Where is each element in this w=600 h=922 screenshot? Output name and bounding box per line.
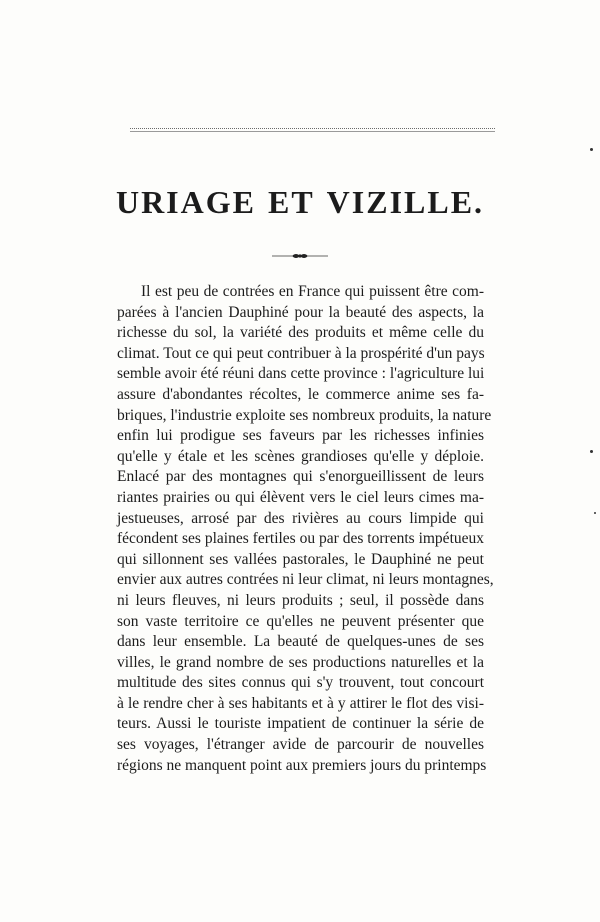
title-word-3: VIZILLE.: [326, 184, 485, 220]
text-line: Enlacé par des montagnes qui s'enorgueillissent de leurs: [117, 468, 484, 486]
text-line: qui sillonnent ses vallées pastorales, le Dauphiné ne peut: [117, 550, 484, 568]
text-line: régions ne manquent point aux premiers jours du printemps: [117, 756, 487, 774]
ornament-divider-icon: [270, 250, 330, 262]
text-line: climat. Tout ce qui peut contribuer à la prospérité d'un pays: [117, 344, 485, 362]
text-line: fécondent ses plaines fertiles ou par des torrents impétueux: [117, 530, 484, 548]
text-line: enfin lui prodigue ses faveurs par les richesses infinies: [117, 427, 484, 445]
page-speck: [590, 450, 593, 453]
text-line: dans leur ensemble. La beauté de quelques-unes de ses: [117, 633, 484, 651]
title-word-2: ET: [267, 184, 315, 220]
page-speck: [590, 148, 593, 151]
text-line: riantes prairies ou qui élèvent vers le ciel leurs cimes ma-: [117, 488, 484, 506]
text-line: son vaste territoire ce qu'elles ne peuvent présenter que: [117, 612, 484, 630]
text-line: jestueuses, arrosé par des rivières au cours limpide qui: [117, 509, 484, 527]
header-rule: [130, 128, 495, 129]
text-line: Il est peu de contrées en France qui puissent être com-: [141, 283, 484, 300]
text-line: briques, l'industrie exploite ses nombreux produits, la nature: [117, 406, 492, 424]
title-word-1: URIAGE: [115, 184, 256, 220]
text-line: ses voyages, l'étranger avide de parcourir de nouvelles: [117, 736, 484, 754]
text-line: ni leurs fleuves, ni leurs produits ; seul, il possède dans: [117, 591, 484, 609]
text-line: à le rendre cher à ses habitants et à y attirer le flot des visi-: [117, 694, 484, 712]
text-line: teurs. Aussi le touriste impatient de continuer la série de: [117, 715, 484, 733]
text-line: villes, le grand nombre de ses productions naturelles et la: [117, 653, 484, 671]
text-line: semble avoir été réuni dans cette province : l'agriculture lui: [117, 365, 485, 383]
chapter-title: [0, 182, 600, 222]
text-line: richesse du sol, la variété des produits et même celle du: [117, 324, 484, 342]
text-line: qu'elle y étale et les scènes grandioses qu'elle y déploie.: [117, 447, 484, 465]
body-paragraph: [117, 282, 494, 776]
text-line: parées à l'ancien Dauphiné pour la beauté des aspects, la: [117, 303, 484, 321]
text-line: assure d'abondantes récoltes, le commerce anime ses fa-: [117, 385, 484, 403]
text-line: multitude des sites connus qui s'y trouvent, tout concourt: [117, 674, 484, 692]
text-line: envier aux autres contrées ni leur climat, ni leurs montagnes,: [117, 571, 494, 589]
page-speck: [594, 512, 596, 514]
